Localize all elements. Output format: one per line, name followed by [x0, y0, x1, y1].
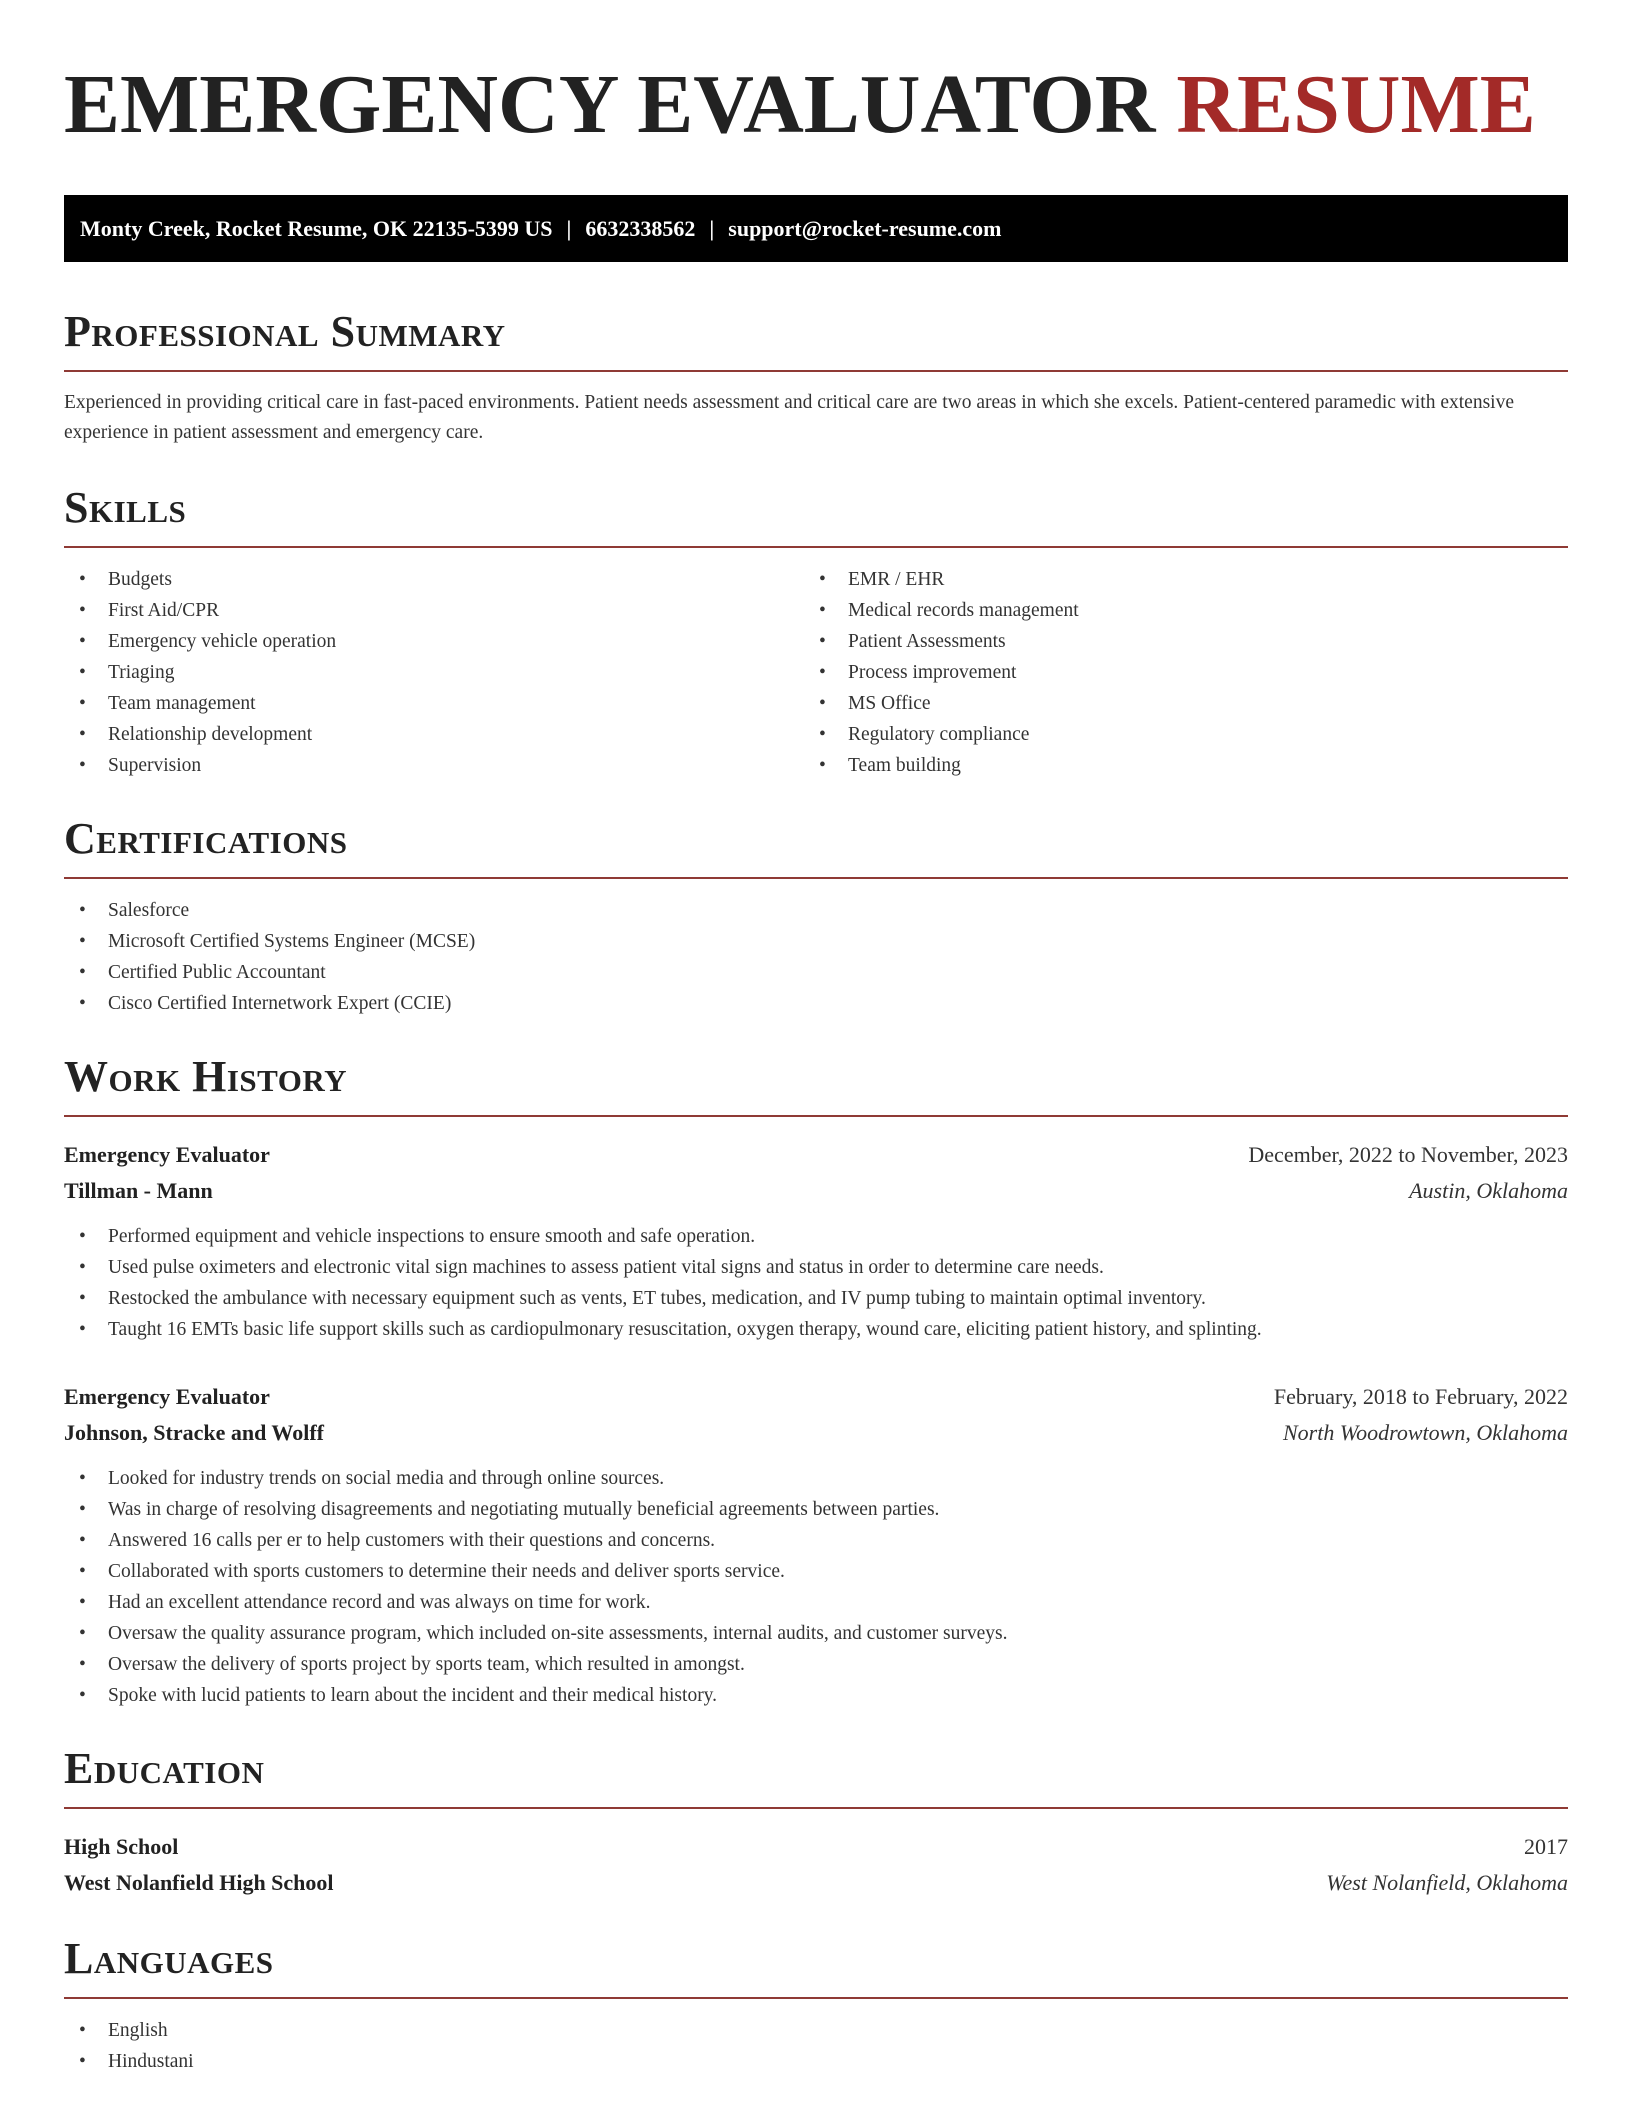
education-header-row [64, 1829, 1568, 1865]
job-role: Emergency Evaluator [64, 1142, 270, 1167]
contact-bar [64, 195, 1568, 262]
job-company: Tillman - Mann [64, 1178, 213, 1203]
job-duty: • Performed equipment and vehicle inspections to ensure smooth and safe operation. [64, 1221, 1568, 1252]
job-company-row [64, 1173, 1568, 1209]
work-history-section [64, 1051, 1568, 1711]
section-divider [64, 370, 1568, 372]
job-company-row [64, 1415, 1568, 1451]
job-duty: • Answered 16 calls per er to help customers with their questions and concerns. [64, 1525, 1568, 1556]
section-divider [64, 877, 1568, 879]
education-school-row [64, 1865, 1568, 1901]
job-duty: • Taught 16 EMTs basic life support skills such as cardiopulmonary resuscitation, oxygen therapy, wound care, eliciting patient history, and splinting. [64, 1314, 1568, 1345]
certification-item: • Cisco Certified Internetwork Expert (CCIE) [64, 988, 1568, 1019]
section-heading: Education [64, 1744, 265, 1793]
language-item: • Hindustani [64, 2046, 1568, 2077]
skill-item: • Team management [64, 688, 804, 719]
skill-item: • Supervision [64, 750, 804, 781]
section-heading: Work History [64, 1052, 348, 1101]
skills-section [64, 482, 1568, 781]
job-duty: • Had an excellent attendance record and was always on time for work. [64, 1587, 1568, 1618]
skills-list-right [804, 564, 1568, 781]
title-accent: RESUME [1176, 58, 1536, 151]
section-heading: Certifications [64, 814, 348, 863]
section-heading: Languages [64, 1934, 274, 1983]
job-duty: • Used pulse oximeters and electronic vital sign machines to assess patient vital signs and status in order to determine care needs. [64, 1252, 1568, 1283]
section-divider [64, 1807, 1568, 1809]
resume-title [64, 54, 1568, 156]
job-duty: • Spoke with lucid patients to learn about the incident and their medical history. [64, 1680, 1568, 1711]
skill-item: • Patient Assessments [804, 626, 1568, 657]
language-item: • English [64, 2015, 1568, 2046]
skill-item: • Emergency vehicle operation [64, 626, 804, 657]
job-company: Johnson, Stracke and Wolff [64, 1420, 324, 1445]
languages-section [64, 1933, 1568, 2077]
contact-separator: | [566, 215, 572, 241]
contact-email: support@rocket-resume.com [728, 215, 1002, 241]
certifications-list [64, 895, 1568, 1019]
job-duty: • Looked for industry trends on social media and through online sources. [64, 1463, 1568, 1494]
certification-item: • Microsoft Certified Systems Engineer (MCSE) [64, 926, 1568, 957]
job-duties-list [64, 1221, 1568, 1345]
job-duty: • Oversaw the delivery of sports project by sports team, which resulted in amongst. [64, 1649, 1568, 1680]
skill-item: • Relationship development [64, 719, 804, 750]
job-role: Emergency Evaluator [64, 1384, 270, 1409]
job-dates: December, 2022 to November, 2023 [1248, 1142, 1568, 1167]
skill-item: • Team building [804, 750, 1568, 781]
skill-item: • Budgets [64, 564, 804, 595]
skills-list-left [64, 564, 804, 781]
skill-item: • Process improvement [804, 657, 1568, 688]
job-header-row [64, 1379, 1568, 1415]
section-heading: Skills [64, 483, 187, 532]
skill-item: • EMR / EHR [804, 564, 1568, 595]
skills-grid [64, 548, 1568, 781]
education-entry [64, 1829, 1568, 1901]
job-duty: • Oversaw the quality assurance program, which included on-site assessments, internal audits, and customer surveys. [64, 1618, 1568, 1649]
section-heading: Professional Summary [64, 307, 506, 356]
education-school: West Nolanfield High School [64, 1870, 334, 1895]
languages-list [64, 2015, 1568, 2077]
education-location: West Nolanfield, Oklahoma [1326, 1870, 1568, 1895]
job-duty: • Restocked the ambulance with necessary equipment such as vents, ET tubes, medication, and IV pump tubing to maintain optimal inventory. [64, 1283, 1568, 1314]
certification-item: • Salesforce [64, 895, 1568, 926]
job-duty: • Collaborated with sports customers to determine their needs and deliver sports service. [64, 1556, 1568, 1587]
skill-item: • First Aid/CPR [64, 595, 804, 626]
contact-separator: | [709, 215, 715, 241]
skill-item: • MS Office [804, 688, 1568, 719]
job-duties-list [64, 1463, 1568, 1711]
title-main: EMERGENCY EVALUATOR [64, 58, 1156, 151]
job-entry [64, 1137, 1568, 1345]
job-dates: February, 2018 to February, 2022 [1273, 1384, 1568, 1409]
education-degree: High School [64, 1834, 179, 1859]
skill-item: • Regulatory compliance [804, 719, 1568, 750]
contact-phone: 6632338562 [585, 215, 696, 241]
job-entry [64, 1379, 1568, 1711]
certification-item: • Certified Public Accountant [64, 957, 1568, 988]
certifications-section [64, 813, 1568, 1019]
skill-item: • Medical records management [804, 595, 1568, 626]
contact-address: Monty Creek, Rocket Resume, OK 22135-5399 US [80, 215, 553, 241]
summary-text: Experienced in providing critical care in fast-paced environments. Patient needs assessment and critical care are two areas in which she excels. Patient-centered paramedic with extensive experience in patient assessment and emergency care. [64, 392, 1514, 443]
job-header-row [64, 1137, 1568, 1173]
section-divider [64, 1115, 1568, 1117]
job-location: Austin, Oklahoma [1409, 1178, 1568, 1203]
job-duty: • Was in charge of resolving disagreements and negotiating mutually beneficial agreements between parties. [64, 1494, 1568, 1525]
job-location: North Woodrowtown, Oklahoma [1282, 1420, 1568, 1445]
education-year: 2017 [1524, 1834, 1568, 1859]
section-divider [64, 1997, 1568, 1999]
skill-item: • Triaging [64, 657, 804, 688]
education-section [64, 1743, 1568, 1901]
summary-section [64, 306, 1568, 448]
